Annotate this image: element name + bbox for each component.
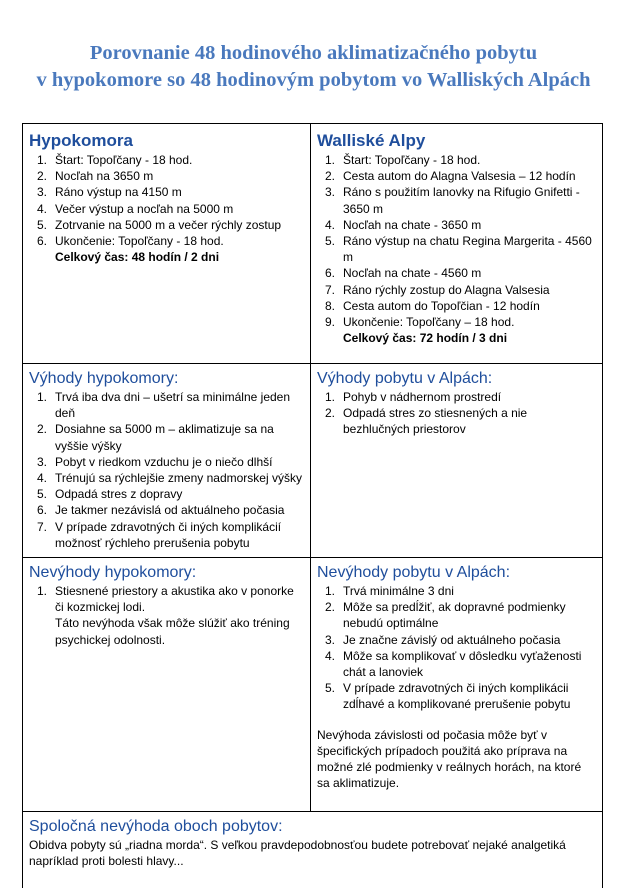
list-item-number: 1. (37, 584, 48, 598)
list-item (29, 486, 302, 502)
list-item-number: 4. (325, 648, 336, 663)
hypokomora-cons-extra: Táto nevýhoda však môže slúžiť ako tréning psychickej odolnosti. (55, 616, 290, 647)
list-item-number: 3. (37, 454, 48, 469)
list-item-text: Ráno s použitím lanovky na Rifugio Gnifetti - 3650 m (343, 185, 580, 216)
list-item (29, 421, 302, 453)
list-item-number: 6. (325, 266, 336, 281)
alps-cons-heading: Nevýhody pobytu v Alpách: (317, 564, 511, 581)
alps-cons-list (317, 583, 594, 713)
list-item-text: Ráno výstup na 4150 m (55, 185, 182, 200)
alps-cons-cell (311, 558, 603, 811)
list-item (317, 152, 594, 168)
alps-pros-cell (311, 364, 603, 557)
list-item (317, 599, 594, 631)
list-item-text: Cesta autom do Alagna Valsesia – 12 hodín (343, 169, 576, 184)
list-item-text: Ukončenie: Topoľčany - 18 hod. (55, 234, 224, 249)
list-item (317, 168, 594, 184)
comparison-table (22, 123, 603, 888)
list-item-number: 5. (37, 487, 48, 502)
list-item (317, 233, 594, 265)
list-item-text: Večer výstup a nocľah na 5000 m (55, 201, 234, 216)
list-item (29, 233, 302, 249)
hypokomora-cons-heading: Nevýhody hypokomory: (29, 564, 197, 581)
list-item-number: 2. (37, 169, 48, 184)
list-item-number: 5. (325, 234, 336, 249)
hypokomora-heading: Hypokomora (29, 131, 133, 150)
alps-pros-heading: Výhody pobytu v Alpách: (317, 370, 493, 387)
list-item-text: Môže sa predĺžiť, ak dopravné podmienky nebudú optimálne (343, 600, 566, 631)
list-item (29, 454, 302, 470)
list-item-text: Odpadá stres z dopravy (55, 487, 183, 502)
list-item-text: Odpadá stres zo stiesnených a nie bezhlučných priestorov (343, 406, 528, 437)
list-item (29, 201, 302, 217)
list-item (29, 583, 302, 615)
common-heading: Spoločná nevýhoda oboch pobytov: (29, 818, 283, 835)
list-item-number: 2. (37, 422, 48, 437)
list-item (317, 314, 594, 330)
list-item-text: Dosiahne sa 5000 m – aklimatizuje sa na vyššie výšky (55, 422, 274, 453)
common-cell (23, 812, 603, 888)
table-row-common (23, 812, 603, 888)
table-row-cons (23, 558, 603, 812)
list-item (29, 184, 302, 200)
hypokomora-pros-list (29, 389, 302, 551)
list-item-text: Trénujú sa rýchlejšie zmeny nadmorskej výšky (55, 471, 302, 486)
title-line-2: v hypokomore so 48 hodinovým pobytom vo Walliských Alpách (36, 69, 591, 91)
list-item-text: Ráno rýchly zostup do Alagna Valsesia (343, 282, 550, 297)
list-item (29, 168, 302, 184)
list-item-number: 3. (325, 185, 336, 200)
list-item (29, 217, 302, 233)
list-item-text: Pohyb v nádhernom prostredí (343, 390, 502, 404)
title-line-1: Porovnanie 48 hodinového aklimatizačného pobytu (89, 42, 538, 64)
list-item-text: Trvá iba dva dni – ušetrí sa minimálne jeden deň (55, 390, 291, 421)
table-row-pros (23, 364, 603, 558)
list-item-number: 1. (325, 153, 336, 167)
alps-cell (311, 124, 603, 363)
list-item-number: 6. (37, 234, 48, 249)
list-item (29, 470, 302, 486)
list-item-text: Zotrvanie na 5000 m a večer rýchly zostup (55, 217, 282, 232)
list-item (29, 519, 302, 551)
hypokomora-cell (23, 124, 311, 363)
list-item-text: Nocľah na chate - 4560 m (343, 266, 482, 281)
hypokomora-total: Celkový čas: 48 hodín / 2 dni (55, 250, 220, 265)
list-item (29, 389, 302, 421)
list-item (317, 265, 594, 281)
list-item-text: Je značne závislý od aktuálneho počasia (343, 632, 561, 647)
list-item-number: 4. (37, 471, 48, 486)
list-item-number: 2. (325, 600, 336, 615)
list-item (317, 680, 594, 712)
list-item-text: Ráno výstup na chatu Regina Margerita - 4560 m (343, 234, 592, 265)
list-item-number: 9. (325, 315, 336, 330)
list-item (317, 648, 594, 680)
list-item (317, 583, 594, 599)
list-item-number: 7. (37, 519, 48, 534)
list-item-number: 4. (37, 201, 48, 216)
list-item-text: Trvá minimálne 3 dni (343, 584, 454, 598)
list-item-text: Pobyt v riedkom vzduchu je o niečo dlhší (55, 454, 273, 469)
alps-pros-list (317, 389, 594, 438)
list-item-number: 2. (325, 406, 336, 421)
list-item (317, 184, 594, 216)
list-item (317, 632, 594, 648)
list-item-text: Ukončenie: Topoľčany – 18 hod. (343, 315, 515, 330)
list-item-text: V prípade zdravotných či iných komplikácii zdĺhavé a komplikované prerušenie pobytu (343, 681, 571, 712)
list-item-number: 5. (325, 681, 336, 696)
list-item-number: 2. (325, 169, 336, 184)
hypokomora-cons-cell (23, 558, 311, 811)
hypokomora-pros-cell (23, 364, 311, 557)
list-item (317, 405, 594, 437)
list-item (29, 152, 302, 168)
list-item-number: 1. (325, 584, 336, 598)
list-item-number: 6. (37, 503, 48, 518)
list-item-number: 1. (37, 390, 48, 404)
list-item-text: Nocľah na 3650 m (55, 169, 154, 184)
list-item-text: Štart: Topoľčany - 18 hod. (343, 153, 481, 167)
hypokomora-pros-heading: Výhody hypokomory: (29, 370, 179, 387)
list-item (317, 217, 594, 233)
list-item-number: 1. (37, 153, 48, 167)
list-item (317, 298, 594, 314)
list-item-number: 4. (325, 217, 336, 232)
list-item (29, 502, 302, 518)
list-item-text: Cesta autom do Topoľčian - 12 hodín (343, 298, 540, 313)
list-item-text: Stiesnené priestory a akustika ako v ponorke či kozmickej lodi. (55, 584, 294, 615)
list-item-number: 3. (325, 632, 336, 647)
alps-heading: Walliské Alpy (317, 131, 426, 150)
list-item-number: 7. (325, 282, 336, 297)
hypokomora-cons-list (29, 583, 302, 615)
list-item-number: 8. (325, 298, 336, 313)
table-row-schedules (23, 124, 603, 364)
list-item-number: 5. (37, 217, 48, 232)
list-item-text: Štart: Topoľčany - 18 hod. (55, 153, 193, 167)
list-item (317, 282, 594, 298)
document-title (0, 40, 627, 94)
list-item (317, 389, 594, 405)
list-item-text: V prípade zdravotných či iných komplikácií možnosť rýchleho prerušenia pobytu (55, 519, 282, 550)
list-item-number: 3. (37, 185, 48, 200)
alps-schedule-list (317, 152, 594, 330)
alps-cons-note: Nevýhoda závislosti od počasia môže byť v špecifických prípadoch použitá ako príprava na možné zlé podmienky v reálnych horách, na ktoré sa aklimatizuje. (317, 727, 582, 791)
list-item-number: 1. (325, 390, 336, 404)
list-item-text: Môže sa komplikovať v dôsledku vyťaženosti chát a lanoviek (343, 648, 582, 680)
alps-total: Celkový čas: 72 hodín / 3 dni (343, 331, 508, 346)
list-item-text: Nocľah na chate - 3650 m (343, 217, 482, 232)
hypokomora-schedule-list (29, 152, 302, 249)
common-text: Obidva pobyty sú „riadna morda“. S veľkou pravdepodobnosťou budete potrebovať nejaké analgetiká napríklad proti bolesti hlavy... (29, 838, 566, 869)
list-item-text: Je takmer nezávislá od aktuálneho počasia (55, 503, 285, 518)
